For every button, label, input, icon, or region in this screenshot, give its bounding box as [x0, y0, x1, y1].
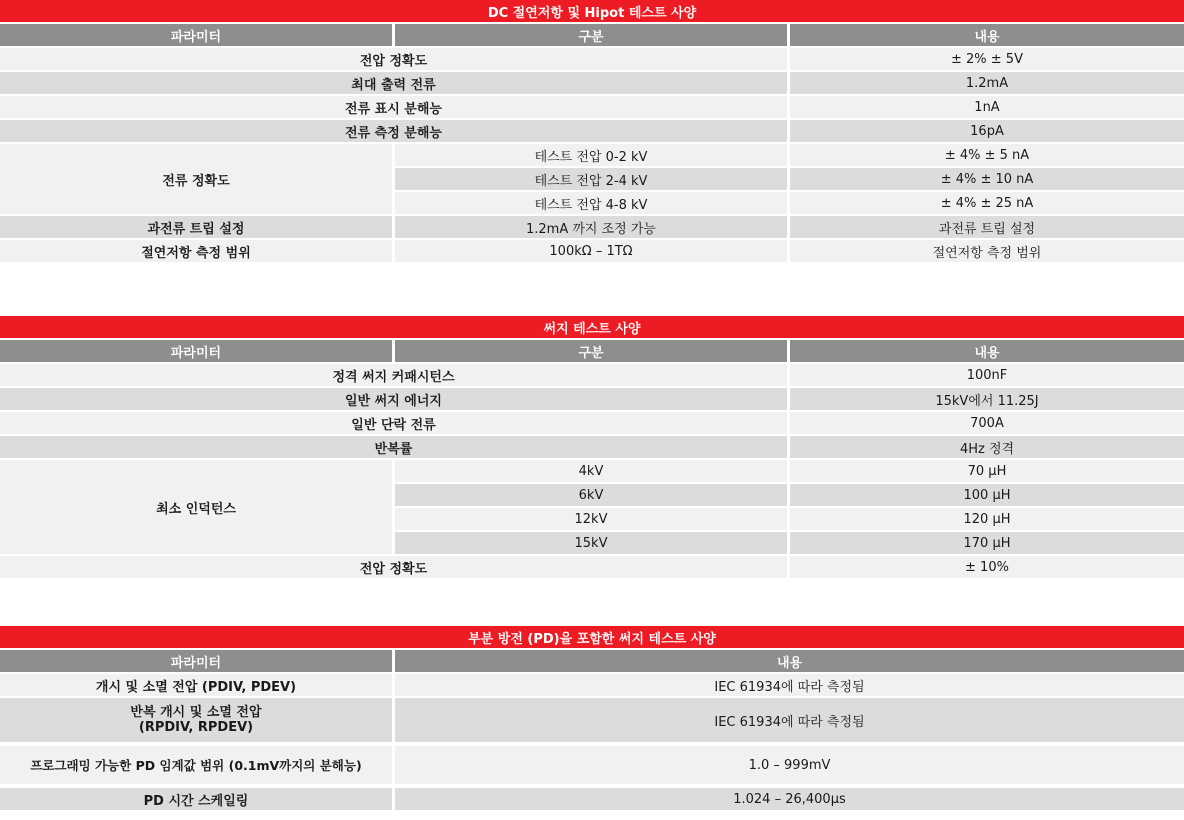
table-row: [0, 216, 1184, 240]
value-cell: ± 10%: [790, 556, 1184, 578]
table-row: [0, 96, 1184, 120]
division-cell: 테스트 전압 0-2 kV: [395, 144, 787, 166]
value-cell: IEC 61934에 따라 측정됨: [395, 698, 1184, 742]
param-cell: 절연저항 측정 범위: [0, 240, 392, 262]
header-parameter: 파라미터: [0, 24, 392, 46]
table-row: [0, 460, 1184, 484]
param-line-1: 반복 개시 및 소멸 전압: [130, 705, 262, 720]
param-cell: 전류 측정 분해능: [0, 120, 787, 142]
header-content: 내용: [790, 24, 1184, 46]
table-row: [0, 192, 1184, 216]
value-cell: 100nF: [790, 364, 1184, 386]
table-row: [0, 674, 1184, 698]
param-cell: 반복률: [0, 436, 787, 458]
division-cell: 6kV: [395, 484, 787, 506]
param-line-2: (RPDIV, RPDEV): [138, 720, 254, 735]
division-cell: 4kV: [395, 460, 787, 482]
table-row: [0, 746, 1184, 786]
param-cell: 프로그래밍 가능한 PD 임계값 범위 (0.1mV까지의 분해능): [0, 746, 392, 784]
param-cell: 개시 및 소멸 전압 (PDIV, PDEV): [0, 674, 392, 696]
table-row: [0, 484, 1184, 508]
param-cell: 정격 써지 커패시턴스: [0, 364, 787, 386]
table-row: [0, 412, 1184, 436]
value-cell: 170 μH: [790, 532, 1184, 554]
value-cell: ± 4% ± 10 nA: [790, 168, 1184, 190]
param-cell: 일반 써지 에너지: [0, 388, 787, 410]
value-cell: 120 μH: [790, 508, 1184, 530]
division-cell: 100kΩ – 1TΩ: [395, 240, 787, 262]
table-row: [0, 532, 1184, 556]
param-cell: [0, 698, 392, 742]
param-cell: 과전류 트립 설정: [0, 216, 392, 238]
table-row: [0, 788, 1184, 812]
value-cell: 절연저항 측정 범위: [790, 240, 1184, 262]
table-title: DC 절연저항 및 Hipot 테스트 사양: [0, 0, 1184, 22]
table-header-row: [0, 24, 1184, 48]
param-cell: 전압 정확도: [0, 48, 787, 70]
table-row: [0, 240, 1184, 264]
table-row: [0, 508, 1184, 532]
param-cell: 전압 정확도: [0, 556, 787, 578]
param-cell: 최대 출력 전류: [0, 72, 787, 94]
value-cell: ± 4% ± 5 nA: [790, 144, 1184, 166]
value-cell: IEC 61934에 따라 측정됨: [395, 674, 1184, 696]
table-header-row: [0, 650, 1184, 674]
division-cell: 1.2mA 까지 조정 가능: [395, 216, 787, 238]
table-row: [0, 364, 1184, 388]
division-cell: 12kV: [395, 508, 787, 530]
value-cell: 16pA: [790, 120, 1184, 142]
table-row: [0, 556, 1184, 580]
header-content: 내용: [790, 340, 1184, 362]
header-parameter: 파라미터: [0, 340, 392, 362]
table-row: [0, 120, 1184, 144]
header-parameter: 파라미터: [0, 650, 392, 672]
header-content: 내용: [395, 650, 1184, 672]
param-cell: 일반 단락 전류: [0, 412, 787, 434]
value-cell: 4Hz 정격: [790, 436, 1184, 458]
value-cell: 1.024 – 26,400μs: [395, 788, 1184, 810]
table-row: [0, 48, 1184, 72]
division-cell: 15kV: [395, 532, 787, 554]
value-cell: 1.2mA: [790, 72, 1184, 94]
value-cell: ± 2% ± 5V: [790, 48, 1184, 70]
table-row: [0, 144, 1184, 168]
division-cell: 테스트 전압 2-4 kV: [395, 168, 787, 190]
table-title: 부분 방전 (PD)을 포함한 써지 테스트 사양: [0, 626, 1184, 648]
table-row: [0, 388, 1184, 412]
param-cell: 전류 표시 분해능: [0, 96, 787, 118]
table-row: [0, 436, 1184, 460]
table-row: [0, 72, 1184, 96]
division-cell: 테스트 전압 4-8 kV: [395, 192, 787, 214]
value-cell: 1nA: [790, 96, 1184, 118]
table-row: [0, 698, 1184, 744]
value-cell: 1.0 – 999mV: [395, 746, 1184, 784]
value-cell: 70 μH: [790, 460, 1184, 482]
table-header-row: [0, 340, 1184, 364]
group-param-cell: 최소 인덕턴스: [0, 460, 392, 554]
value-cell: 15kV에서 11.25J: [790, 388, 1184, 410]
value-cell: 과전류 트립 설정: [790, 216, 1184, 238]
param-cell: PD 시간 스케일링: [0, 788, 392, 810]
table-title: 써지 테스트 사양: [0, 316, 1184, 338]
header-division: 구분: [395, 340, 787, 362]
value-cell: ± 4% ± 25 nA: [790, 192, 1184, 214]
value-cell: 100 μH: [790, 484, 1184, 506]
header-division: 구분: [395, 24, 787, 46]
value-cell: 700A: [790, 412, 1184, 434]
group-param-cell: 전류 정확도: [0, 144, 392, 214]
table-row: [0, 168, 1184, 192]
